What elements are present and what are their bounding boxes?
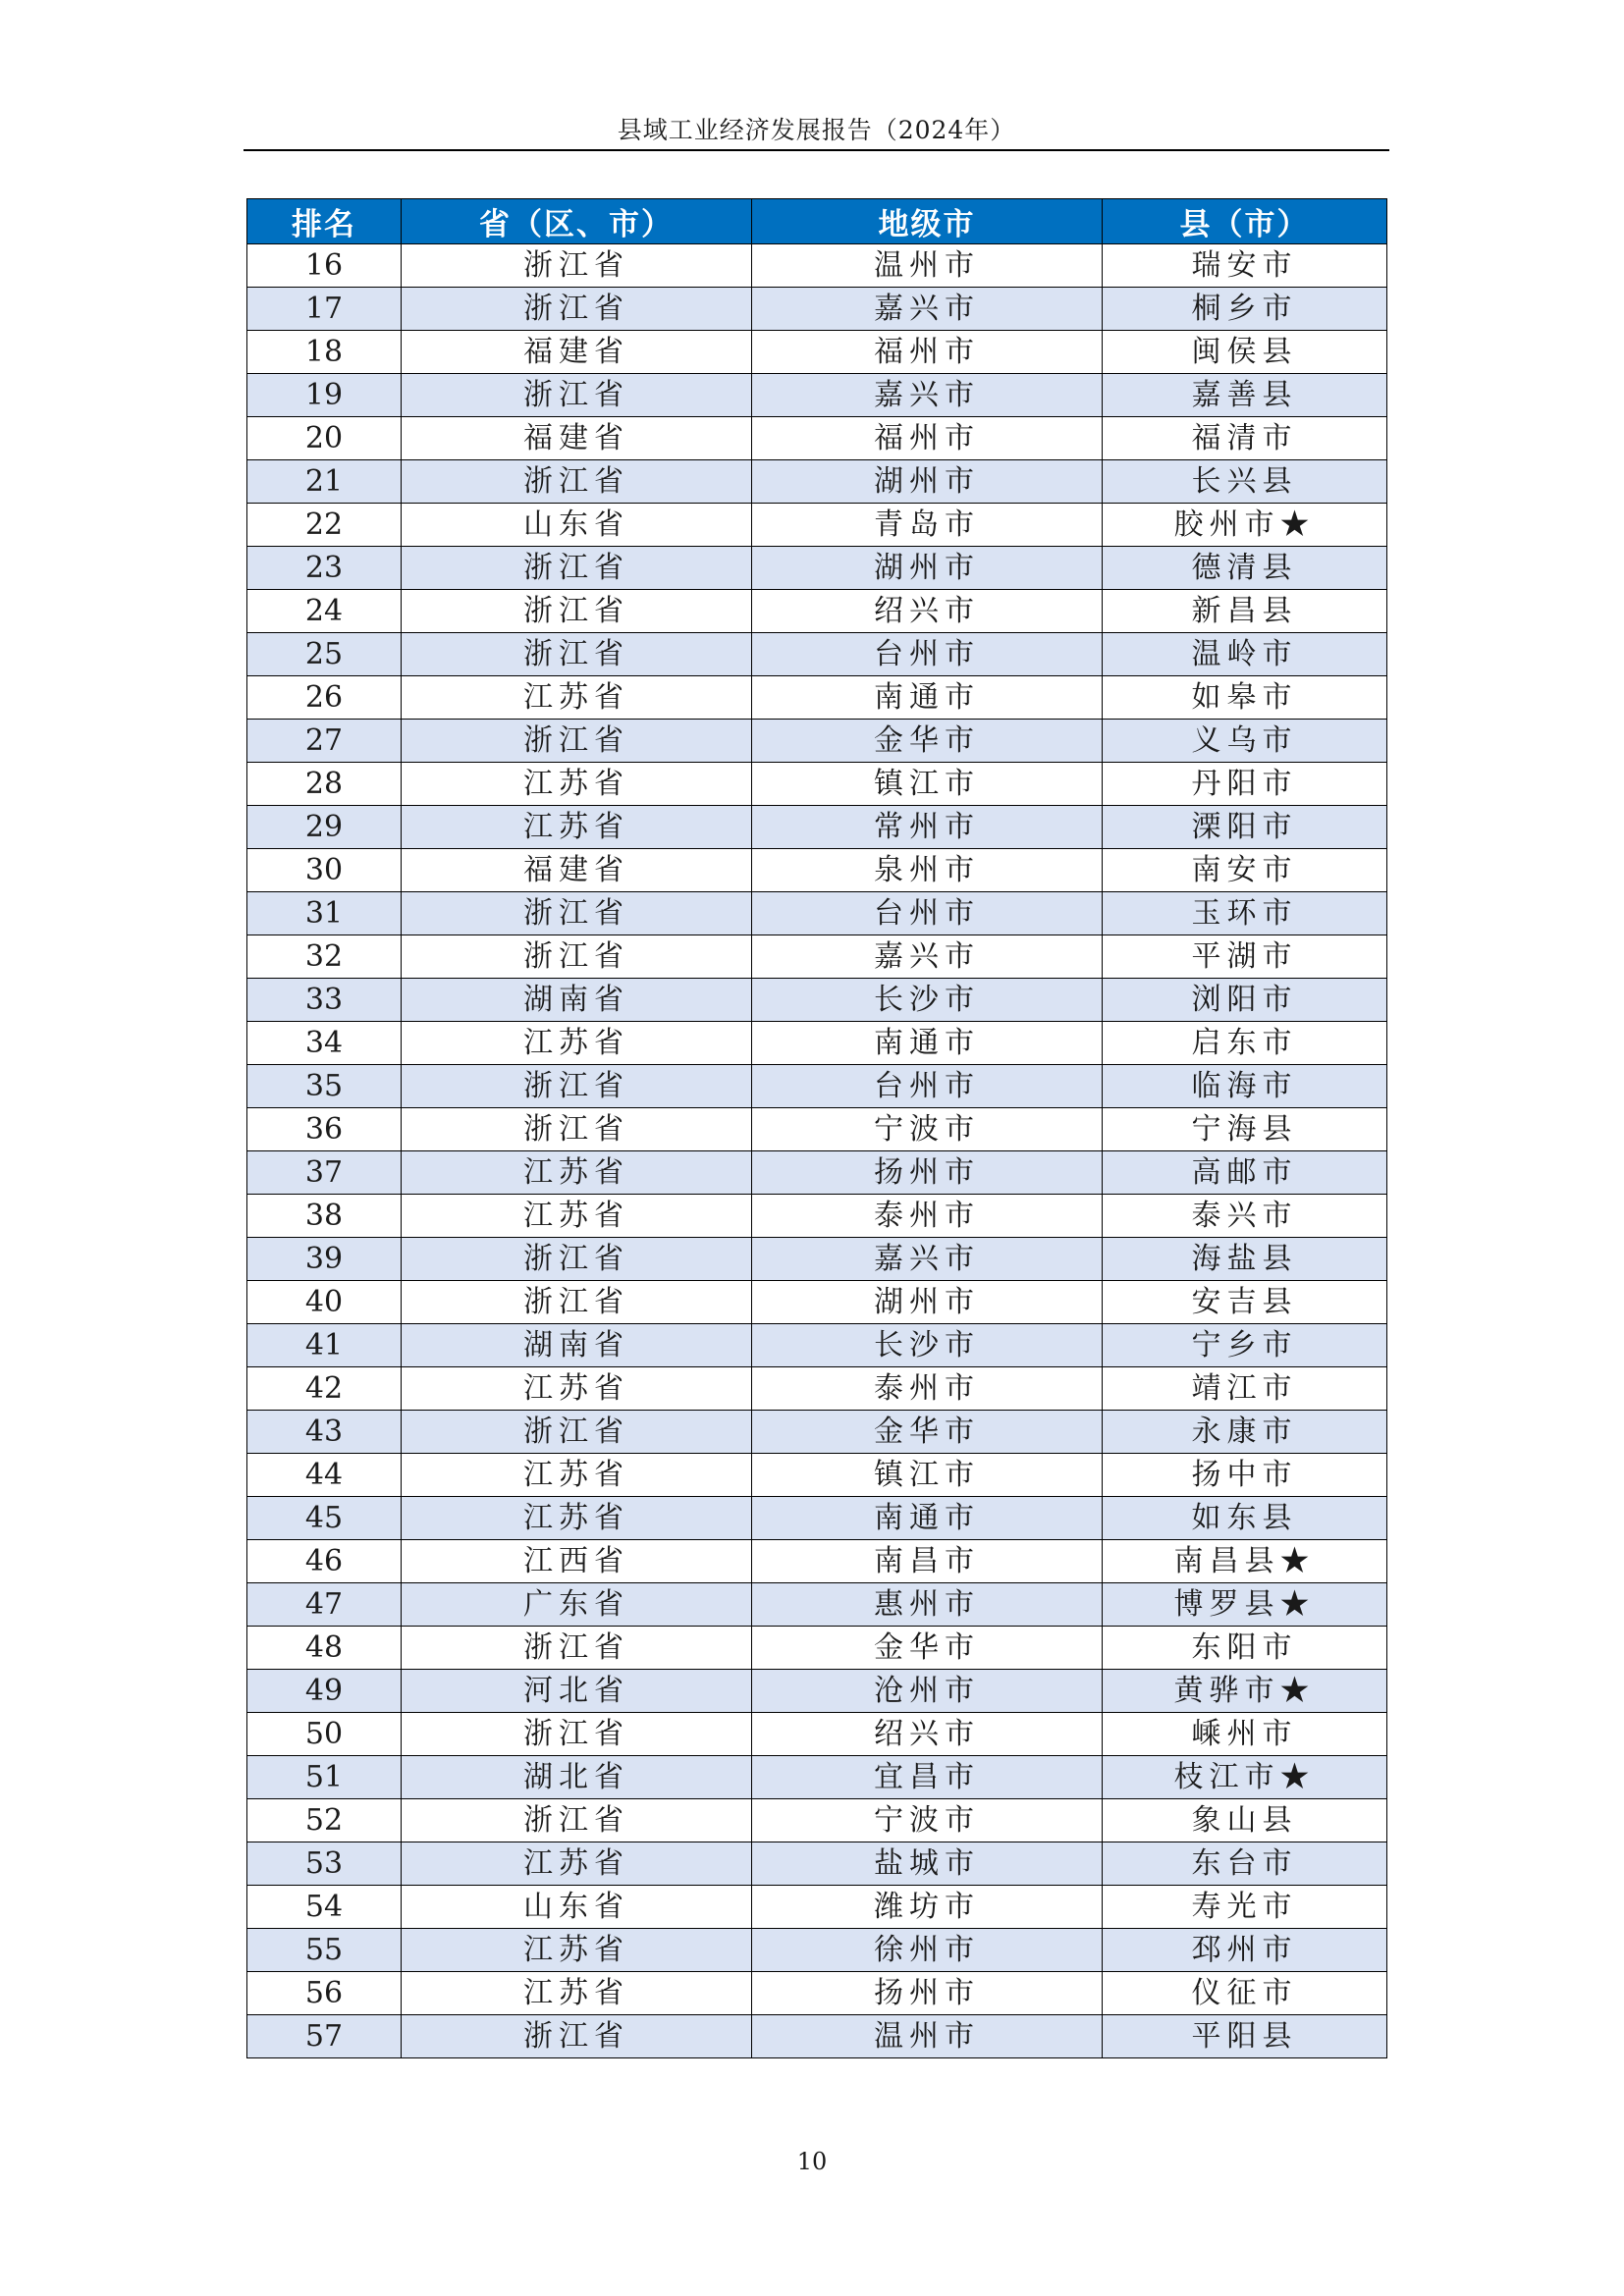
province-cell: 浙江省 xyxy=(402,1065,752,1108)
prefecture-city-cell: 温州市 xyxy=(752,2015,1103,2058)
county-cell: 邳州市 xyxy=(1103,1929,1387,1972)
table-row xyxy=(247,1454,1387,1497)
rank-cell: 46 xyxy=(247,1540,402,1583)
province-cell: 江苏省 xyxy=(402,676,752,720)
county-cell: 福清市 xyxy=(1103,417,1387,460)
prefecture-city-cell: 长沙市 xyxy=(752,1324,1103,1367)
county-cell: 东阳市 xyxy=(1103,1627,1387,1670)
rank-cell: 29 xyxy=(247,806,402,849)
province-cell: 浙江省 xyxy=(402,2015,752,2058)
prefecture-city-cell: 绍兴市 xyxy=(752,1713,1103,1756)
prefecture-city-cell: 宁波市 xyxy=(752,1108,1103,1151)
prefecture-city-cell: 南通市 xyxy=(752,1497,1103,1540)
table-row xyxy=(247,244,1387,288)
rank-cell: 43 xyxy=(247,1411,402,1454)
rank-cell: 51 xyxy=(247,1756,402,1799)
county-cell: 胶州市★ xyxy=(1103,504,1387,547)
prefecture-city-cell: 金华市 xyxy=(752,1627,1103,1670)
prefecture-city-cell: 台州市 xyxy=(752,1065,1103,1108)
rank-cell: 40 xyxy=(247,1281,402,1324)
prefecture-city-cell: 福州市 xyxy=(752,331,1103,374)
province-cell: 浙江省 xyxy=(402,1108,752,1151)
province-cell: 江苏省 xyxy=(402,1151,752,1195)
county-cell: 安吉县 xyxy=(1103,1281,1387,1324)
province-cell: 江苏省 xyxy=(402,1195,752,1238)
column-header-rank: 排名 xyxy=(247,199,402,244)
county-cell: 启东市 xyxy=(1103,1022,1387,1065)
rank-cell: 21 xyxy=(247,460,402,504)
table-row xyxy=(247,1972,1387,2015)
province-cell: 江苏省 xyxy=(402,1454,752,1497)
county-cell: 宁乡市 xyxy=(1103,1324,1387,1367)
table-row xyxy=(247,1886,1387,1929)
province-cell: 广东省 xyxy=(402,1583,752,1627)
prefecture-city-cell: 嘉兴市 xyxy=(752,935,1103,979)
county-cell: 玉环市 xyxy=(1103,892,1387,935)
prefecture-city-cell: 镇江市 xyxy=(752,763,1103,806)
province-cell: 浙江省 xyxy=(402,288,752,331)
province-cell: 浙江省 xyxy=(402,460,752,504)
rank-cell: 57 xyxy=(247,2015,402,2058)
county-cell: 如东县 xyxy=(1103,1497,1387,1540)
table-row xyxy=(247,1540,1387,1583)
county-cell: 象山县 xyxy=(1103,1799,1387,1842)
table-row xyxy=(247,1929,1387,1972)
table-row xyxy=(247,331,1387,374)
table-row xyxy=(247,1108,1387,1151)
rank-cell: 42 xyxy=(247,1367,402,1411)
county-cell: 临海市 xyxy=(1103,1065,1387,1108)
table-row xyxy=(247,417,1387,460)
table-row xyxy=(247,1497,1387,1540)
prefecture-city-cell: 常州市 xyxy=(752,806,1103,849)
table-row xyxy=(247,892,1387,935)
province-cell: 浙江省 xyxy=(402,935,752,979)
prefecture-city-cell: 泰州市 xyxy=(752,1367,1103,1411)
province-cell: 浙江省 xyxy=(402,244,752,288)
province-cell: 浙江省 xyxy=(402,1627,752,1670)
province-cell: 江苏省 xyxy=(402,1367,752,1411)
prefecture-city-cell: 沧州市 xyxy=(752,1670,1103,1713)
table-row xyxy=(247,1195,1387,1238)
table-row xyxy=(247,676,1387,720)
province-cell: 浙江省 xyxy=(402,1799,752,1842)
county-cell: 温岭市 xyxy=(1103,633,1387,676)
rank-cell: 33 xyxy=(247,979,402,1022)
county-cell: 平阳县 xyxy=(1103,2015,1387,2058)
rank-cell: 55 xyxy=(247,1929,402,1972)
table-row xyxy=(247,979,1387,1022)
table-row xyxy=(247,374,1387,417)
prefecture-city-cell: 湖州市 xyxy=(752,460,1103,504)
province-cell: 湖南省 xyxy=(402,1324,752,1367)
table-header xyxy=(247,199,1387,244)
table-row xyxy=(247,935,1387,979)
county-cell: 东台市 xyxy=(1103,1842,1387,1886)
prefecture-city-cell: 嘉兴市 xyxy=(752,374,1103,417)
rank-cell: 44 xyxy=(247,1454,402,1497)
prefecture-city-cell: 长沙市 xyxy=(752,979,1103,1022)
prefecture-city-cell: 台州市 xyxy=(752,633,1103,676)
rank-cell: 49 xyxy=(247,1670,402,1713)
province-cell: 江苏省 xyxy=(402,763,752,806)
rank-cell: 41 xyxy=(247,1324,402,1367)
table-row xyxy=(247,1367,1387,1411)
rank-cell: 54 xyxy=(247,1886,402,1929)
county-cell: 南昌县★ xyxy=(1103,1540,1387,1583)
rank-cell: 17 xyxy=(247,288,402,331)
rank-cell: 45 xyxy=(247,1497,402,1540)
rank-cell: 16 xyxy=(247,244,402,288)
county-cell: 嘉善县 xyxy=(1103,374,1387,417)
county-cell: 黄骅市★ xyxy=(1103,1670,1387,1713)
table-row xyxy=(247,547,1387,590)
table-row xyxy=(247,2015,1387,2058)
rank-cell: 37 xyxy=(247,1151,402,1195)
table-row xyxy=(247,1022,1387,1065)
rank-cell: 56 xyxy=(247,1972,402,2015)
county-cell: 桐乡市 xyxy=(1103,288,1387,331)
prefecture-city-cell: 镇江市 xyxy=(752,1454,1103,1497)
county-cell: 仪征市 xyxy=(1103,1972,1387,2015)
prefecture-city-cell: 嘉兴市 xyxy=(752,1238,1103,1281)
prefecture-city-cell: 宁波市 xyxy=(752,1799,1103,1842)
prefecture-city-cell: 南通市 xyxy=(752,676,1103,720)
rank-cell: 22 xyxy=(247,504,402,547)
prefecture-city-cell: 泉州市 xyxy=(752,849,1103,892)
rank-cell: 34 xyxy=(247,1022,402,1065)
running-header-title: 县域工业经济发展报告（2024年） xyxy=(617,116,1016,144)
county-cell: 义乌市 xyxy=(1103,720,1387,763)
prefecture-city-cell: 南通市 xyxy=(752,1022,1103,1065)
table-row xyxy=(247,720,1387,763)
province-cell: 江西省 xyxy=(402,1540,752,1583)
prefecture-city-cell: 青岛市 xyxy=(752,504,1103,547)
province-cell: 山东省 xyxy=(402,504,752,547)
table-row xyxy=(247,1324,1387,1367)
table-row xyxy=(247,590,1387,633)
prefecture-city-cell: 惠州市 xyxy=(752,1583,1103,1627)
county-cell: 如皋市 xyxy=(1103,676,1387,720)
table-row xyxy=(247,763,1387,806)
province-cell: 福建省 xyxy=(402,331,752,374)
prefecture-city-cell: 潍坊市 xyxy=(752,1886,1103,1929)
county-cell: 宁海县 xyxy=(1103,1108,1387,1151)
province-cell: 福建省 xyxy=(402,417,752,460)
rank-cell: 30 xyxy=(247,849,402,892)
rank-cell: 19 xyxy=(247,374,402,417)
rank-cell: 24 xyxy=(247,590,402,633)
rank-cell: 18 xyxy=(247,331,402,374)
county-cell: 长兴县 xyxy=(1103,460,1387,504)
province-cell: 江苏省 xyxy=(402,806,752,849)
prefecture-city-cell: 湖州市 xyxy=(752,1281,1103,1324)
county-cell: 平湖市 xyxy=(1103,935,1387,979)
province-cell: 浙江省 xyxy=(402,547,752,590)
table-row xyxy=(247,460,1387,504)
county-cell: 闽侯县 xyxy=(1103,331,1387,374)
rank-cell: 27 xyxy=(247,720,402,763)
table-row xyxy=(247,633,1387,676)
prefecture-city-cell: 南昌市 xyxy=(752,1540,1103,1583)
table-row xyxy=(247,1151,1387,1195)
prefecture-city-cell: 宜昌市 xyxy=(752,1756,1103,1799)
rank-cell: 53 xyxy=(247,1842,402,1886)
rank-cell: 32 xyxy=(247,935,402,979)
prefecture-city-cell: 泰州市 xyxy=(752,1195,1103,1238)
county-cell: 泰兴市 xyxy=(1103,1195,1387,1238)
table-row xyxy=(247,1756,1387,1799)
province-cell: 江苏省 xyxy=(402,1842,752,1886)
province-cell: 江苏省 xyxy=(402,1497,752,1540)
rank-cell: 36 xyxy=(247,1108,402,1151)
prefecture-city-cell: 扬州市 xyxy=(752,1972,1103,2015)
column-header-province: 省（区、市） xyxy=(402,199,752,244)
county-cell: 寿光市 xyxy=(1103,1886,1387,1929)
table-row xyxy=(247,1281,1387,1324)
county-cell: 溧阳市 xyxy=(1103,806,1387,849)
province-cell: 浙江省 xyxy=(402,1238,752,1281)
rank-cell: 39 xyxy=(247,1238,402,1281)
prefecture-city-cell: 金华市 xyxy=(752,720,1103,763)
county-cell: 枝江市★ xyxy=(1103,1756,1387,1799)
rank-cell: 50 xyxy=(247,1713,402,1756)
county-cell: 靖江市 xyxy=(1103,1367,1387,1411)
prefecture-city-cell: 盐城市 xyxy=(752,1842,1103,1886)
prefecture-city-cell: 嘉兴市 xyxy=(752,288,1103,331)
rank-cell: 48 xyxy=(247,1627,402,1670)
table-row xyxy=(247,1713,1387,1756)
province-cell: 浙江省 xyxy=(402,590,752,633)
province-cell: 福建省 xyxy=(402,849,752,892)
county-cell: 丹阳市 xyxy=(1103,763,1387,806)
province-cell: 浙江省 xyxy=(402,1411,752,1454)
page-number: 10 xyxy=(796,2148,828,2175)
prefecture-city-cell: 温州市 xyxy=(752,244,1103,288)
county-cell: 扬中市 xyxy=(1103,1454,1387,1497)
prefecture-city-cell: 湖州市 xyxy=(752,547,1103,590)
table-row xyxy=(247,1842,1387,1886)
province-cell: 江苏省 xyxy=(402,1972,752,2015)
table-row xyxy=(247,1065,1387,1108)
county-cell: 永康市 xyxy=(1103,1411,1387,1454)
rank-cell: 31 xyxy=(247,892,402,935)
table-row xyxy=(247,1411,1387,1454)
table-body xyxy=(247,244,1387,2058)
county-cell: 浏阳市 xyxy=(1103,979,1387,1022)
prefecture-city-cell: 福州市 xyxy=(752,417,1103,460)
province-cell: 浙江省 xyxy=(402,633,752,676)
prefecture-city-cell: 徐州市 xyxy=(752,1929,1103,1972)
rank-cell: 23 xyxy=(247,547,402,590)
table-header-row xyxy=(247,199,1387,244)
rank-cell: 52 xyxy=(247,1799,402,1842)
province-cell: 河北省 xyxy=(402,1670,752,1713)
table-row xyxy=(247,1627,1387,1670)
rank-cell: 35 xyxy=(247,1065,402,1108)
table-row xyxy=(247,288,1387,331)
county-cell: 新昌县 xyxy=(1103,590,1387,633)
ranking-table xyxy=(246,198,1387,2058)
prefecture-city-cell: 绍兴市 xyxy=(752,590,1103,633)
table-row xyxy=(247,1799,1387,1842)
county-cell: 南安市 xyxy=(1103,849,1387,892)
county-cell: 海盐县 xyxy=(1103,1238,1387,1281)
table-row xyxy=(247,504,1387,547)
column-header-county: 县（市） xyxy=(1103,199,1387,244)
table-row xyxy=(247,1670,1387,1713)
county-cell: 博罗县★ xyxy=(1103,1583,1387,1627)
rank-cell: 28 xyxy=(247,763,402,806)
province-cell: 浙江省 xyxy=(402,892,752,935)
county-cell: 德清县 xyxy=(1103,547,1387,590)
rank-cell: 47 xyxy=(247,1583,402,1627)
rank-cell: 38 xyxy=(247,1195,402,1238)
province-cell: 湖北省 xyxy=(402,1756,752,1799)
county-cell: 瑞安市 xyxy=(1103,244,1387,288)
province-cell: 浙江省 xyxy=(402,720,752,763)
province-cell: 浙江省 xyxy=(402,374,752,417)
rank-cell: 20 xyxy=(247,417,402,460)
table-row xyxy=(247,1583,1387,1627)
table-row xyxy=(247,806,1387,849)
province-cell: 浙江省 xyxy=(402,1281,752,1324)
prefecture-city-cell: 台州市 xyxy=(752,892,1103,935)
county-cell: 嵊州市 xyxy=(1103,1713,1387,1756)
province-cell: 江苏省 xyxy=(402,1022,752,1065)
prefecture-city-cell: 扬州市 xyxy=(752,1151,1103,1195)
header-rule xyxy=(244,149,1389,151)
column-header-prefecture-city: 地级市 xyxy=(752,199,1103,244)
rank-cell: 26 xyxy=(247,676,402,720)
prefecture-city-cell: 金华市 xyxy=(752,1411,1103,1454)
table-row xyxy=(247,849,1387,892)
table-row xyxy=(247,1238,1387,1281)
rank-cell: 25 xyxy=(247,633,402,676)
province-cell: 山东省 xyxy=(402,1886,752,1929)
province-cell: 湖南省 xyxy=(402,979,752,1022)
county-cell: 高邮市 xyxy=(1103,1151,1387,1195)
province-cell: 浙江省 xyxy=(402,1713,752,1756)
province-cell: 江苏省 xyxy=(402,1929,752,1972)
